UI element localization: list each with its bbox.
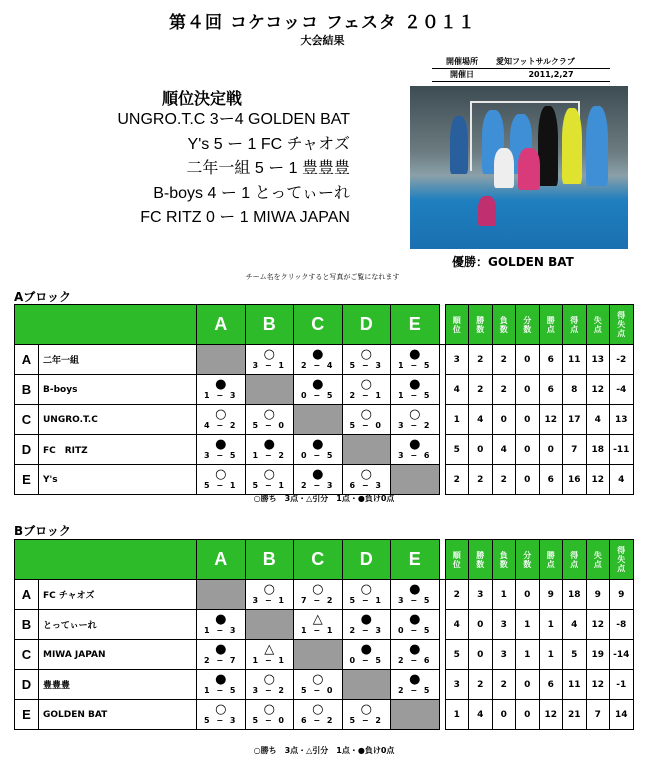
row-letter: D — [15, 435, 39, 465]
result-line: 二年一組 5 ー 1 豊豊豊 — [186, 160, 350, 177]
stat-value: 2 — [469, 465, 493, 495]
result-symbol: ○ — [409, 407, 421, 422]
match-cell — [391, 435, 440, 465]
stat-value: 1 — [516, 610, 540, 640]
match-score: 5 − 3 — [204, 716, 238, 725]
match-score: 5 − 0 — [252, 421, 286, 430]
match-cell — [294, 465, 343, 495]
result-symbol: ● — [215, 642, 227, 657]
stat-value: 0 — [516, 375, 540, 405]
team-name-link[interactable]: FC RITZ — [39, 435, 197, 465]
stat-header: 失点 — [586, 305, 610, 345]
stat-header: 分数 — [516, 305, 540, 345]
match-cell — [294, 670, 343, 700]
match-score: 6 − 2 — [301, 716, 335, 725]
venue-date-label: 開催日 — [432, 68, 492, 81]
result-symbol: ● — [360, 612, 372, 627]
stat-value: 1 — [539, 640, 563, 670]
column-header-b: B — [245, 305, 294, 345]
match-score: 0 − 5 — [349, 656, 383, 665]
match-cell — [342, 465, 391, 495]
team-photo[interactable] — [410, 86, 628, 249]
stat-value: 4 — [469, 405, 493, 435]
match-score: 3 − 6 — [398, 451, 432, 460]
result-symbol: ○ — [263, 582, 275, 597]
stat-value: 11 — [563, 670, 587, 700]
match-cell — [391, 670, 440, 700]
stat-value: 2 — [492, 670, 516, 700]
stat-value: 0 — [516, 435, 540, 465]
match-cell — [245, 700, 294, 730]
self-match-cell — [245, 375, 294, 405]
result-symbol: ○ — [360, 407, 372, 422]
stat-header: 負数 — [492, 540, 516, 580]
stat-value: -11 — [610, 435, 634, 465]
block-a-table — [14, 304, 634, 495]
column-header-c: C — [294, 305, 343, 345]
stat-value: 0 — [492, 700, 516, 730]
row-letter: C — [15, 640, 39, 670]
stat-value: 0 — [469, 610, 493, 640]
match-score: 1 − 1 — [301, 626, 335, 635]
result-symbol: △ — [312, 612, 323, 627]
match-score: 5 − 0 — [301, 686, 335, 695]
venue-date-value: 2011,2,27 — [492, 68, 610, 81]
stat-value: 12 — [539, 700, 563, 730]
stat-value: 9 — [539, 580, 563, 610]
match-score: 5 − 1 — [252, 481, 286, 490]
results-heading: 順位決定戦 — [162, 89, 243, 108]
stat-value: 0 — [516, 700, 540, 730]
result-symbol: ○ — [360, 347, 372, 362]
row-letter: A — [15, 345, 39, 375]
column-header-b: B — [245, 540, 294, 580]
row-letter: B — [15, 610, 39, 640]
stat-value: 13 — [586, 345, 610, 375]
result-symbol: ○ — [263, 672, 275, 687]
match-score: 5 − 0 — [252, 716, 286, 725]
stat-header: 失点 — [586, 540, 610, 580]
stat-value: 18 — [586, 435, 610, 465]
match-score: 2 − 7 — [204, 656, 238, 665]
result-symbol: ● — [409, 582, 421, 597]
stat-value: 7 — [563, 435, 587, 465]
stat-value: 12 — [539, 405, 563, 435]
result-symbol: ● — [409, 642, 421, 657]
stat-value: 2 — [469, 375, 493, 405]
stat-value: 3 — [445, 345, 469, 375]
team-name-link[interactable]: とってぃーれ — [39, 610, 197, 640]
player-figure — [518, 148, 540, 190]
stat-value: 13 — [610, 405, 634, 435]
match-score: 1 − 3 — [204, 391, 238, 400]
result-symbol: ● — [312, 347, 324, 362]
header-blank — [15, 305, 197, 345]
table-row — [15, 405, 634, 435]
match-cell — [342, 700, 391, 730]
stat-value: 3 — [445, 670, 469, 700]
match-cell — [197, 700, 246, 730]
match-cell — [294, 375, 343, 405]
match-cell — [197, 640, 246, 670]
self-match-cell — [342, 670, 391, 700]
match-cell — [342, 375, 391, 405]
match-score: 3 − 1 — [252, 596, 286, 605]
stat-value: -2 — [610, 345, 634, 375]
match-cell — [342, 580, 391, 610]
stat-value: 0 — [469, 640, 493, 670]
result-symbol: ○ — [312, 672, 324, 687]
result-symbol: ● — [215, 437, 227, 452]
match-score: 1 − 3 — [204, 626, 238, 635]
row-letter: E — [15, 700, 39, 730]
match-cell — [197, 405, 246, 435]
match-score: 2 − 5 — [398, 686, 432, 695]
result-symbol: ● — [312, 377, 324, 392]
stat-value: 19 — [586, 640, 610, 670]
match-score: 5 − 1 — [349, 596, 383, 605]
stat-value: 5 — [445, 435, 469, 465]
table-row — [15, 345, 634, 375]
match-score: 5 − 0 — [349, 421, 383, 430]
stat-value: 4 — [445, 610, 469, 640]
stat-header: 分数 — [516, 540, 540, 580]
team-name-link[interactable]: UNGRO.T.C — [39, 405, 197, 435]
result-symbol: △ — [264, 642, 275, 657]
result-symbol: ● — [312, 437, 324, 452]
match-cell — [245, 435, 294, 465]
result-symbol: ● — [312, 467, 324, 482]
result-line: UNGRO.T.C 3ー4 GOLDEN BAT — [117, 111, 350, 128]
stat-value: 1 — [445, 405, 469, 435]
stat-value: -14 — [610, 640, 634, 670]
stat-value: 8 — [563, 375, 587, 405]
stat-value: 2 — [492, 345, 516, 375]
row-letter: C — [15, 405, 39, 435]
match-cell — [294, 345, 343, 375]
venue-place-label: 開催場所 — [432, 55, 492, 68]
result-symbol: ● — [215, 672, 227, 687]
player-figure — [586, 106, 608, 186]
result-symbol: ● — [215, 377, 227, 392]
stat-header: 負数 — [492, 305, 516, 345]
stat-value: 4 — [563, 610, 587, 640]
player-figure — [450, 116, 468, 174]
match-cell — [197, 435, 246, 465]
stat-value: 1 — [445, 700, 469, 730]
match-cell — [391, 580, 440, 610]
stat-value: 0 — [516, 465, 540, 495]
column-header-a: A — [197, 540, 246, 580]
stat-value: 6 — [539, 345, 563, 375]
stat-value: 4 — [445, 375, 469, 405]
match-cell — [197, 670, 246, 700]
match-score: 3 − 2 — [252, 686, 286, 695]
match-cell — [294, 700, 343, 730]
stat-value: 0 — [516, 670, 540, 700]
team-name-link[interactable]: Y's — [39, 465, 197, 495]
stat-header: 勝数 — [469, 305, 493, 345]
match-score: 1 − 5 — [398, 391, 432, 400]
player-figure — [562, 108, 582, 184]
match-cell — [245, 405, 294, 435]
match-score: 1 − 5 — [398, 361, 432, 370]
match-cell — [342, 610, 391, 640]
stat-value: -1 — [610, 670, 634, 700]
result-symbol: ○ — [263, 702, 275, 717]
self-match-cell — [197, 580, 246, 610]
stat-value: 3 — [492, 640, 516, 670]
venue-place-value: 愛知フットサルクラブ — [492, 55, 610, 68]
self-match-cell — [197, 345, 246, 375]
stat-value: 12 — [586, 670, 610, 700]
stat-value: 5 — [563, 640, 587, 670]
match-cell — [391, 405, 440, 435]
stat-value: 6 — [539, 465, 563, 495]
result-symbol: ○ — [312, 582, 324, 597]
stat-value: 2 — [445, 465, 469, 495]
photo-note: チーム名をクリックすると写真がご覧になれます — [245, 273, 400, 281]
stat-value: 6 — [539, 670, 563, 700]
match-score: 3 − 2 — [398, 421, 432, 430]
match-score: 1 − 5 — [204, 686, 238, 695]
match-score: 4 − 2 — [204, 421, 238, 430]
venue-info — [432, 55, 610, 82]
result-symbol: ● — [409, 437, 421, 452]
column-header-d: D — [342, 540, 391, 580]
stat-value: 2 — [469, 670, 493, 700]
stat-value: 4 — [586, 405, 610, 435]
stat-value: 7 — [586, 700, 610, 730]
stat-header: 順位 — [445, 540, 469, 580]
column-header-c: C — [294, 540, 343, 580]
result-line: B-boys 4 ー 1 とってぃーれ — [153, 184, 350, 202]
team-name-link[interactable]: 豊豊豊 — [39, 670, 197, 700]
match-score: 2 − 3 — [349, 626, 383, 635]
stat-value: 0 — [492, 405, 516, 435]
table-row — [15, 640, 634, 670]
column-header-a: A — [197, 305, 246, 345]
stat-value: 17 — [563, 405, 587, 435]
table-row — [15, 580, 634, 610]
stat-value: 2 — [492, 465, 516, 495]
row-letter: B — [15, 375, 39, 405]
stat-value: -4 — [610, 375, 634, 405]
stat-value: 0 — [539, 435, 563, 465]
results-list — [117, 108, 350, 231]
result-symbol: ○ — [360, 582, 372, 597]
match-cell — [391, 610, 440, 640]
stat-header: 得点 — [563, 305, 587, 345]
match-score: 5 − 2 — [349, 716, 383, 725]
block-b-legend: ○勝ち 3点・△引分 1点・●負け0点 — [253, 746, 395, 755]
stat-value: 9 — [610, 580, 634, 610]
stat-header: 得失点 — [610, 540, 634, 580]
match-score: 2 − 6 — [398, 656, 432, 665]
page-subtitle: 大会結果 — [300, 34, 345, 47]
column-header-e: E — [391, 305, 440, 345]
team-name-link[interactable]: B-boys — [39, 375, 197, 405]
stat-value: 0 — [516, 405, 540, 435]
stat-value: 21 — [563, 700, 587, 730]
table-row — [15, 465, 634, 495]
block-b-label: Bブロック — [14, 524, 71, 538]
stat-value: 18 — [563, 580, 587, 610]
stat-value: 3 — [469, 580, 493, 610]
stat-value: 4 — [492, 435, 516, 465]
result-symbol: ● — [215, 612, 227, 627]
match-cell — [197, 465, 246, 495]
result-symbol: ○ — [360, 467, 372, 482]
result-symbol: ● — [263, 437, 275, 452]
result-symbol: ○ — [263, 467, 275, 482]
match-score: 2 − 4 — [301, 361, 335, 370]
match-score: 3 − 5 — [204, 451, 238, 460]
result-symbol: ● — [409, 672, 421, 687]
match-cell — [245, 580, 294, 610]
stat-value: 3 — [492, 610, 516, 640]
stat-value: 5 — [445, 640, 469, 670]
block-a-legend: ○勝ち 3点・△引分 1点・●負け0点 — [253, 494, 395, 503]
stat-header: 得失点 — [610, 305, 634, 345]
stat-value: 14 — [610, 700, 634, 730]
match-cell — [245, 640, 294, 670]
result-line: Y's 5 ー 1 FC チャオズ — [187, 135, 350, 153]
match-score: 7 − 2 — [301, 596, 335, 605]
result-symbol: ○ — [360, 377, 372, 392]
result-symbol: ○ — [263, 347, 275, 362]
match-cell — [245, 670, 294, 700]
self-match-cell — [342, 435, 391, 465]
match-score: 5 − 3 — [349, 361, 383, 370]
self-match-cell — [245, 610, 294, 640]
table-row — [15, 610, 634, 640]
row-letter: D — [15, 670, 39, 700]
team-name-link[interactable]: FC チャオズ — [39, 580, 197, 610]
column-header-e: E — [391, 540, 440, 580]
match-score: 0 − 5 — [301, 451, 335, 460]
stat-value: 11 — [563, 345, 587, 375]
match-cell — [342, 405, 391, 435]
result-line: FC RITZ 0 ー 1 MIWA JAPAN — [140, 209, 350, 226]
table-row — [15, 670, 634, 700]
match-cell — [391, 345, 440, 375]
match-score: 0 − 5 — [301, 391, 335, 400]
winner-caption: 優勝：GOLDEN BAT — [452, 255, 574, 269]
block-a-label: Aブロック — [14, 290, 72, 304]
stat-header: 勝数 — [469, 540, 493, 580]
match-cell — [294, 610, 343, 640]
match-cell — [294, 580, 343, 610]
stat-value: 12 — [586, 375, 610, 405]
result-symbol: ○ — [312, 702, 324, 717]
stat-value: 16 — [563, 465, 587, 495]
match-cell — [391, 640, 440, 670]
result-symbol: ● — [360, 642, 372, 657]
row-letter: E — [15, 465, 39, 495]
stat-value: 12 — [586, 465, 610, 495]
table-row — [15, 700, 634, 730]
match-score: 1 − 2 — [252, 451, 286, 460]
match-cell — [342, 640, 391, 670]
stat-value: -8 — [610, 610, 634, 640]
result-symbol: ○ — [215, 467, 227, 482]
result-symbol: ○ — [215, 407, 227, 422]
match-cell — [342, 345, 391, 375]
result-symbol: ○ — [215, 702, 227, 717]
match-cell — [245, 465, 294, 495]
match-score: 5 − 1 — [204, 481, 238, 490]
self-match-cell — [391, 465, 440, 495]
team-name-link[interactable]: GOLDEN BAT — [39, 700, 197, 730]
match-cell — [245, 345, 294, 375]
stat-header: 順位 — [445, 305, 469, 345]
stat-value: 0 — [516, 580, 540, 610]
stat-value: 9 — [586, 580, 610, 610]
player-figure — [538, 106, 558, 186]
stat-value: 2 — [445, 580, 469, 610]
team-name-link[interactable]: MIWA JAPAN — [39, 640, 197, 670]
stat-value: 2 — [492, 375, 516, 405]
result-symbol: ● — [409, 612, 421, 627]
table-row — [15, 375, 634, 405]
stat-value: 1 — [492, 580, 516, 610]
stat-header: 勝点 — [539, 540, 563, 580]
stat-value: 4 — [610, 465, 634, 495]
stat-value: 12 — [586, 610, 610, 640]
result-symbol: ● — [409, 347, 421, 362]
stat-value: 1 — [539, 610, 563, 640]
match-score: 0 − 5 — [398, 626, 432, 635]
stat-header: 得点 — [563, 540, 587, 580]
match-score: 6 − 3 — [349, 481, 383, 490]
self-match-cell — [391, 700, 440, 730]
match-cell — [197, 375, 246, 405]
match-score: 1 − 1 — [252, 656, 286, 665]
result-symbol: ● — [409, 377, 421, 392]
team-name-link[interactable]: 二年一組 — [39, 345, 197, 375]
match-score: 2 − 3 — [301, 481, 335, 490]
result-symbol: ○ — [360, 702, 372, 717]
page-title: 第４回 コケコッコ フェスタ ２０１１ — [169, 13, 476, 33]
match-cell — [197, 610, 246, 640]
stat-header: 勝点 — [539, 305, 563, 345]
match-score: 3 − 5 — [398, 596, 432, 605]
stat-value: 0 — [516, 345, 540, 375]
self-match-cell — [294, 640, 343, 670]
player-figure — [478, 196, 496, 226]
match-score: 3 − 1 — [252, 361, 286, 370]
table-row — [15, 435, 634, 465]
result-symbol: ○ — [263, 407, 275, 422]
stat-value: 2 — [469, 345, 493, 375]
stat-value: 6 — [539, 375, 563, 405]
match-cell — [391, 375, 440, 405]
stat-value: 0 — [469, 435, 493, 465]
stat-value: 4 — [469, 700, 493, 730]
stat-value: 1 — [516, 640, 540, 670]
header-blank — [15, 540, 197, 580]
match-cell — [294, 435, 343, 465]
match-score: 2 − 1 — [349, 391, 383, 400]
row-letter: A — [15, 580, 39, 610]
block-b-table — [14, 539, 634, 730]
player-figure — [494, 148, 514, 188]
column-header-d: D — [342, 305, 391, 345]
self-match-cell — [294, 405, 343, 435]
